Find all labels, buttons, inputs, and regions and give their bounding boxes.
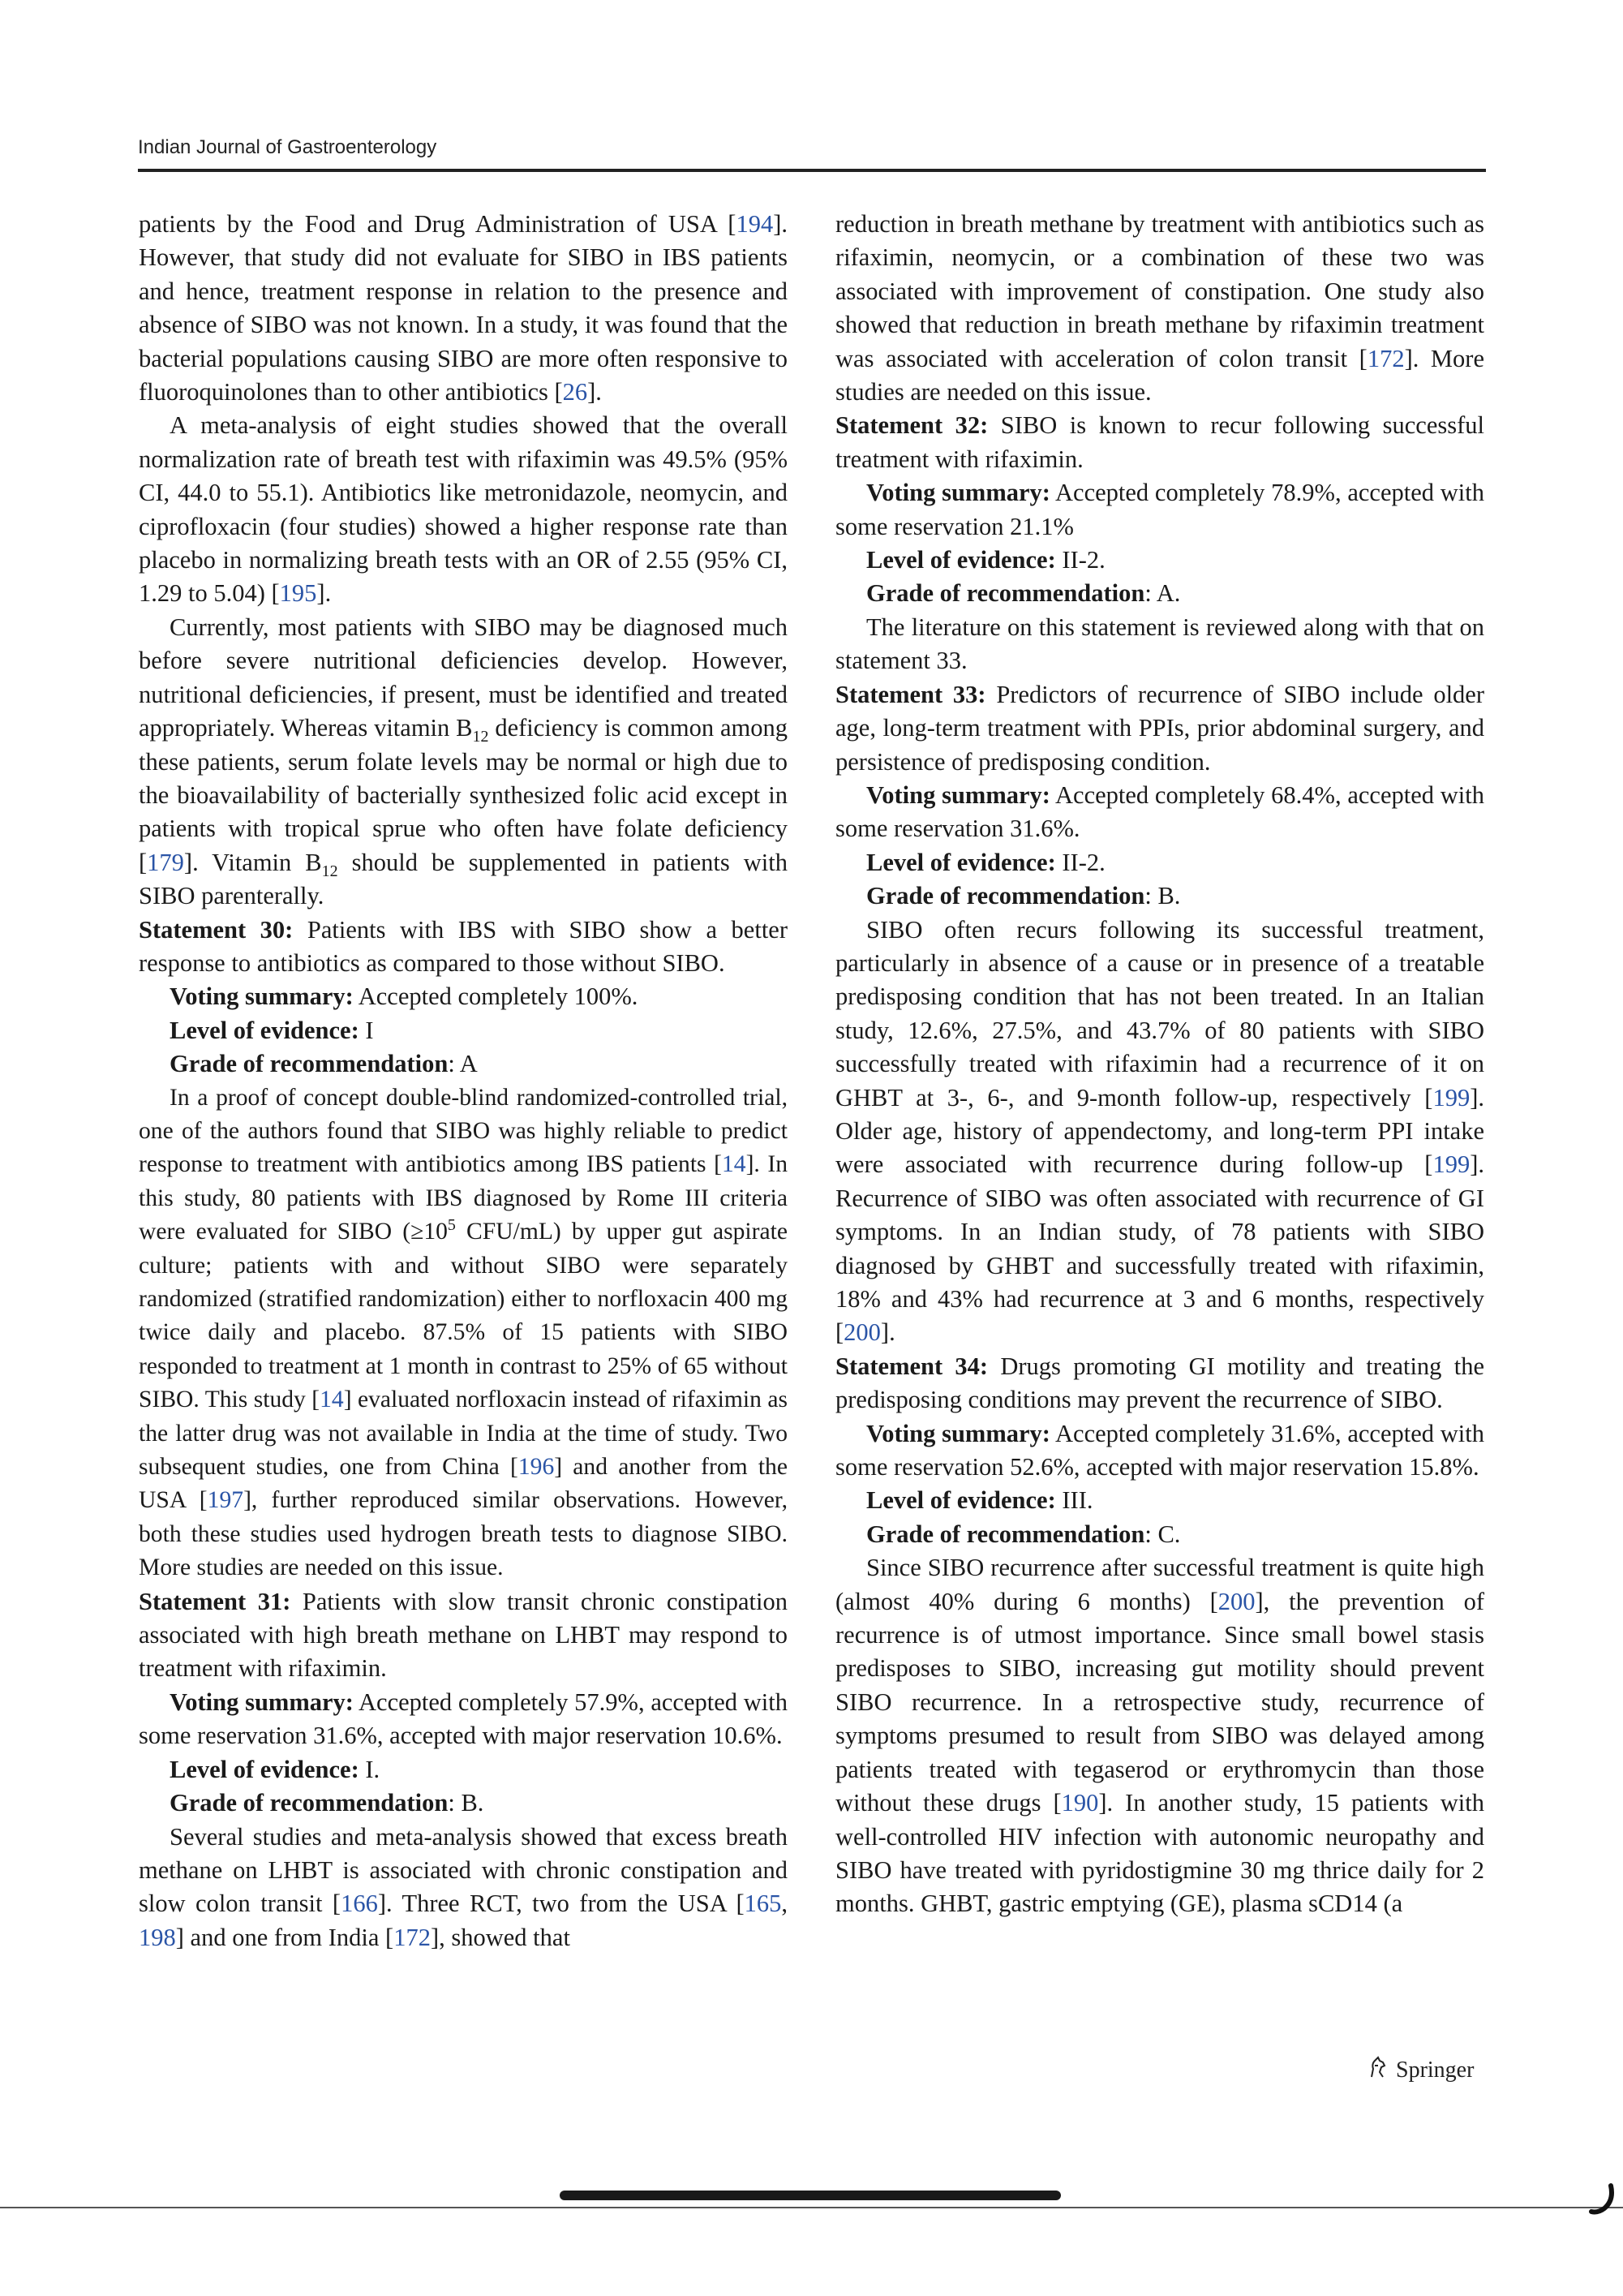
running-header (138, 136, 1484, 159)
statement-32: Statement 32: SIBO is known to recur following successful treatment with rifaximin. (835, 411, 1484, 473)
paragraph: Several studies and meta-analysis showed that excess breath methane on LHBT is associated with chronic constipation and slow colon transit [166]. Three RCT, two from the USA [165, 198] and one from India [172], showed that (139, 1822, 788, 1951)
paragraph: In a proof of concept double-blind randomized-controlled trial, one of the authors found that SIBO was highly reliable to predict response to treatment with antibiotics among IBS patients [14]. In this study, 80 patients with IBS diagnosed by Rome III criteria were evaluated for SIBO ($\ge 10^5$ CFU/mL) by upper gut aspirate culture; patients with and without SIBO were separately randomized (stratified randomization) either to norfloxacin 400 mg twice daily and placebo. 87.5% of 15 patients with SIBO responded to treatment at 1 month in contrast to 25% of 65 without SIBO. This study [14] evaluated norfloxacin instead of rifaximin as the latter drug was not available in India at the time of study. Two subsequent studies, one from China [196] and another from the USA [197], further reproduced similar observations. However, both these studies used hydrogen breath tests to diagnose SIBO. More studies are needed on this issue. (139, 1084, 788, 1581)
paragraph: The literature on this statement is reviewed along with that on statement 33. (835, 613, 1484, 675)
voting-summary: Voting summary: Accepted completely 57.9%, accepted with some reservation 31.6%, accepted with major reservation 10.6%. (139, 1688, 788, 1750)
statement-label: Statement 32: (835, 411, 989, 440)
paragraph: reduction in breath methane by treatment with antibiotics such as rifaximin, neomycin, or a combination of these two was associated with improvement of constipation. One study also showed that reduction in breath methane by rifaximin treatment was associated with acceleration of colon transit [172]. More studies are needed on this issue. (835, 210, 1484, 406)
paragraph: SIBO often recurs following its successful treatment, particularly in absence of a cause or in presence of a treatable predisposing condition that has not been treated. In an Italian study, 12.6%, 27.5%, and 43.7% of 80 patients with SIBO successfully treated with rifaximin had a recurrence of it on GHBT at 3-, 6-, and 9-month follow-up, respectively [199]. Older age, history of appendectomy, and long-term PPI intake were associated with recurrence during follow-up [199]. Recurrence of SIBO was often associated with recurrence of GI symptoms. In an Indian study, of 78 patients with SIBO diagnosed by GHBT and successfully treated with rifaximin, 18% and 43% had recurrence at 3 and 6 months, respectively [200]. (835, 915, 1484, 1347)
citation-link[interactable]: 199 (1432, 1083, 1471, 1111)
citation-link[interactable]: 14 (721, 1151, 746, 1178)
citation-link[interactable]: 26 (562, 378, 588, 406)
citation-link[interactable]: 172 (1367, 344, 1405, 372)
statement-33: Statement 33: Predictors of recurrence of SIBO include older age, long-term treatment with PPIs, prior abdominal surgery, and persistence of predisposing condition. (835, 680, 1484, 776)
header-rule (138, 169, 1486, 172)
citation-link[interactable]: 166 (341, 1890, 378, 1918)
journal-name: Indian Journal of Gastroenterology (138, 136, 437, 158)
statement-label: Statement 30: (139, 915, 294, 944)
level-of-evidence: Level of evidence: II-2. (866, 546, 1106, 574)
citation-link[interactable]: 14 (320, 1387, 344, 1413)
grade-of-recommendation: Grade of recommendation: A (170, 1050, 478, 1078)
grade-of-recommendation: Grade of recommendation: A. (866, 579, 1181, 608)
level-of-evidence: Level of evidence: II-2. (866, 848, 1106, 876)
level-of-evidence: Level of evidence: I. (170, 1755, 380, 1783)
statement-30: Statement 30: Patients with IBS with SIBO show a better response to antibiotics as compared to those without SIBO. (139, 915, 788, 977)
grade-of-recommendation: Grade of recommendation: B. (170, 1789, 484, 1817)
springer-horse-icon (1365, 2054, 1391, 2087)
voting-summary: Voting summary: Accepted completely 68.4%, accepted with some reservation 31.6%. (835, 780, 1484, 843)
statement-31: Statement 31: Patients with slow transit chronic constipation associated with high breath methane on LHBT may respond to treatment with rifaximin. (139, 1587, 788, 1683)
publisher-name: Springer (1396, 2057, 1475, 2083)
citation-link[interactable]: 194 (736, 210, 774, 238)
page-curl-icon (1587, 2181, 1616, 2216)
citation-link[interactable]: 196 (517, 1454, 555, 1481)
citation-link[interactable]: 172 (393, 1923, 431, 1951)
paragraph: Since SIBO recurrence after successful treatment is quite high (almost 40% during 6 months) [200], the prevention of recurrence is of utmost importance. Since small bowel stasis predisposes to SIBO, increasing gut motility should prevent SIBO recurrence. In a retrospective study, recurrence of symptoms presumed to result from SIBO was delayed among patients treated with tegaserod or erythromycin than those without these drugs [190]. In another study, 15 patients with well-controlled HIV infection with autonomic neuropathy and SIBO have treated with pyridostigmine 30 mg thrice daily for 2 months. GHBT, gastric emptying (GE), plasma sCD14 (a (835, 1554, 1484, 1918)
statement-label: Statement 33: (835, 680, 986, 708)
citation-link[interactable]: 198 (139, 1923, 176, 1951)
statement-34: Statement 34: Drugs promoting GI motility and treating the predisposing conditions may prevent the recurrence of SIBO. (835, 1352, 1484, 1414)
citation-link[interactable]: 199 (1432, 1150, 1471, 1179)
paragraph: patients by the Food and Drug Administration of USA [194]. However, that study did not evaluate for SIBO in IBS patients and hence, treatment response in relation to the presence and absence of SIBO was not known. In a study, it was found that the bacterial populations causing SIBO are more often responsive to fluoroquinolones than to other antibiotics [26]. (139, 210, 788, 406)
level-of-evidence: Level of evidence: III. (866, 1486, 1093, 1515)
grade-of-recommendation: Grade of recommendation: B. (866, 882, 1181, 910)
left-column (139, 208, 788, 1954)
scrollbar-thumb[interactable] (560, 2191, 1061, 2200)
voting-summary: Voting summary: Accepted completely 100%. (170, 982, 638, 1011)
voting-summary: Voting summary: Accepted completely 31.6%, accepted with some reservation 52.6%, accepted with major reservation 15.8%. (835, 1419, 1484, 1481)
page-bottom-edge (0, 2207, 1623, 2208)
grade-of-recommendation: Grade of recommendation: C. (866, 1520, 1181, 1548)
citation-link[interactable]: 197 (207, 1487, 244, 1514)
citation-link[interactable]: 165 (744, 1890, 782, 1918)
paragraph: A meta-analysis of eight studies showed that the overall normalization rate of breath test with rifaximin was 49.5% (95% CI, 44.0 to 55.1). Antibiotics like metronidazole, neomycin, and ciprofloxacin (four studies) showed a higher response rate than placebo in normalizing breath tests with an OR of 2.55 (95% CI, 1.29 to 5.04) [195]. (139, 411, 788, 608)
right-column (835, 208, 1484, 1921)
publisher-logo (1365, 2054, 1474, 2087)
statement-label: Statement 31: (139, 1587, 291, 1615)
citation-link[interactable]: 195 (279, 579, 317, 608)
voting-summary: Voting summary: Accepted completely 78.9%, accepted with some reservation 21.1% (835, 479, 1484, 540)
level-of-evidence: Level of evidence: I (170, 1016, 374, 1044)
paragraph: Currently, most patients with SIBO may be diagnosed much before severe nutritional deficiencies develop. However, nutritional deficiencies, if present, must be identified and treated appropriately. Whereas vitamin $B_{12}$ deficiency is common among these patients, serum folate levels may be normal or high due to the bioavailability of bacterially synthesized folic acid except in patients with tropical sprue who often have folate deficiency [179]. Vitamin $B_{12}$ should be supplemented in patients with SIBO parenterally. (139, 613, 788, 910)
citation-link[interactable]: 200 (1217, 1587, 1256, 1615)
statement-label: Statement 34: (835, 1352, 989, 1380)
citation-link[interactable]: 200 (844, 1318, 881, 1347)
citation-link[interactable]: 190 (1061, 1789, 1099, 1817)
citation-link[interactable]: 179 (147, 848, 184, 876)
